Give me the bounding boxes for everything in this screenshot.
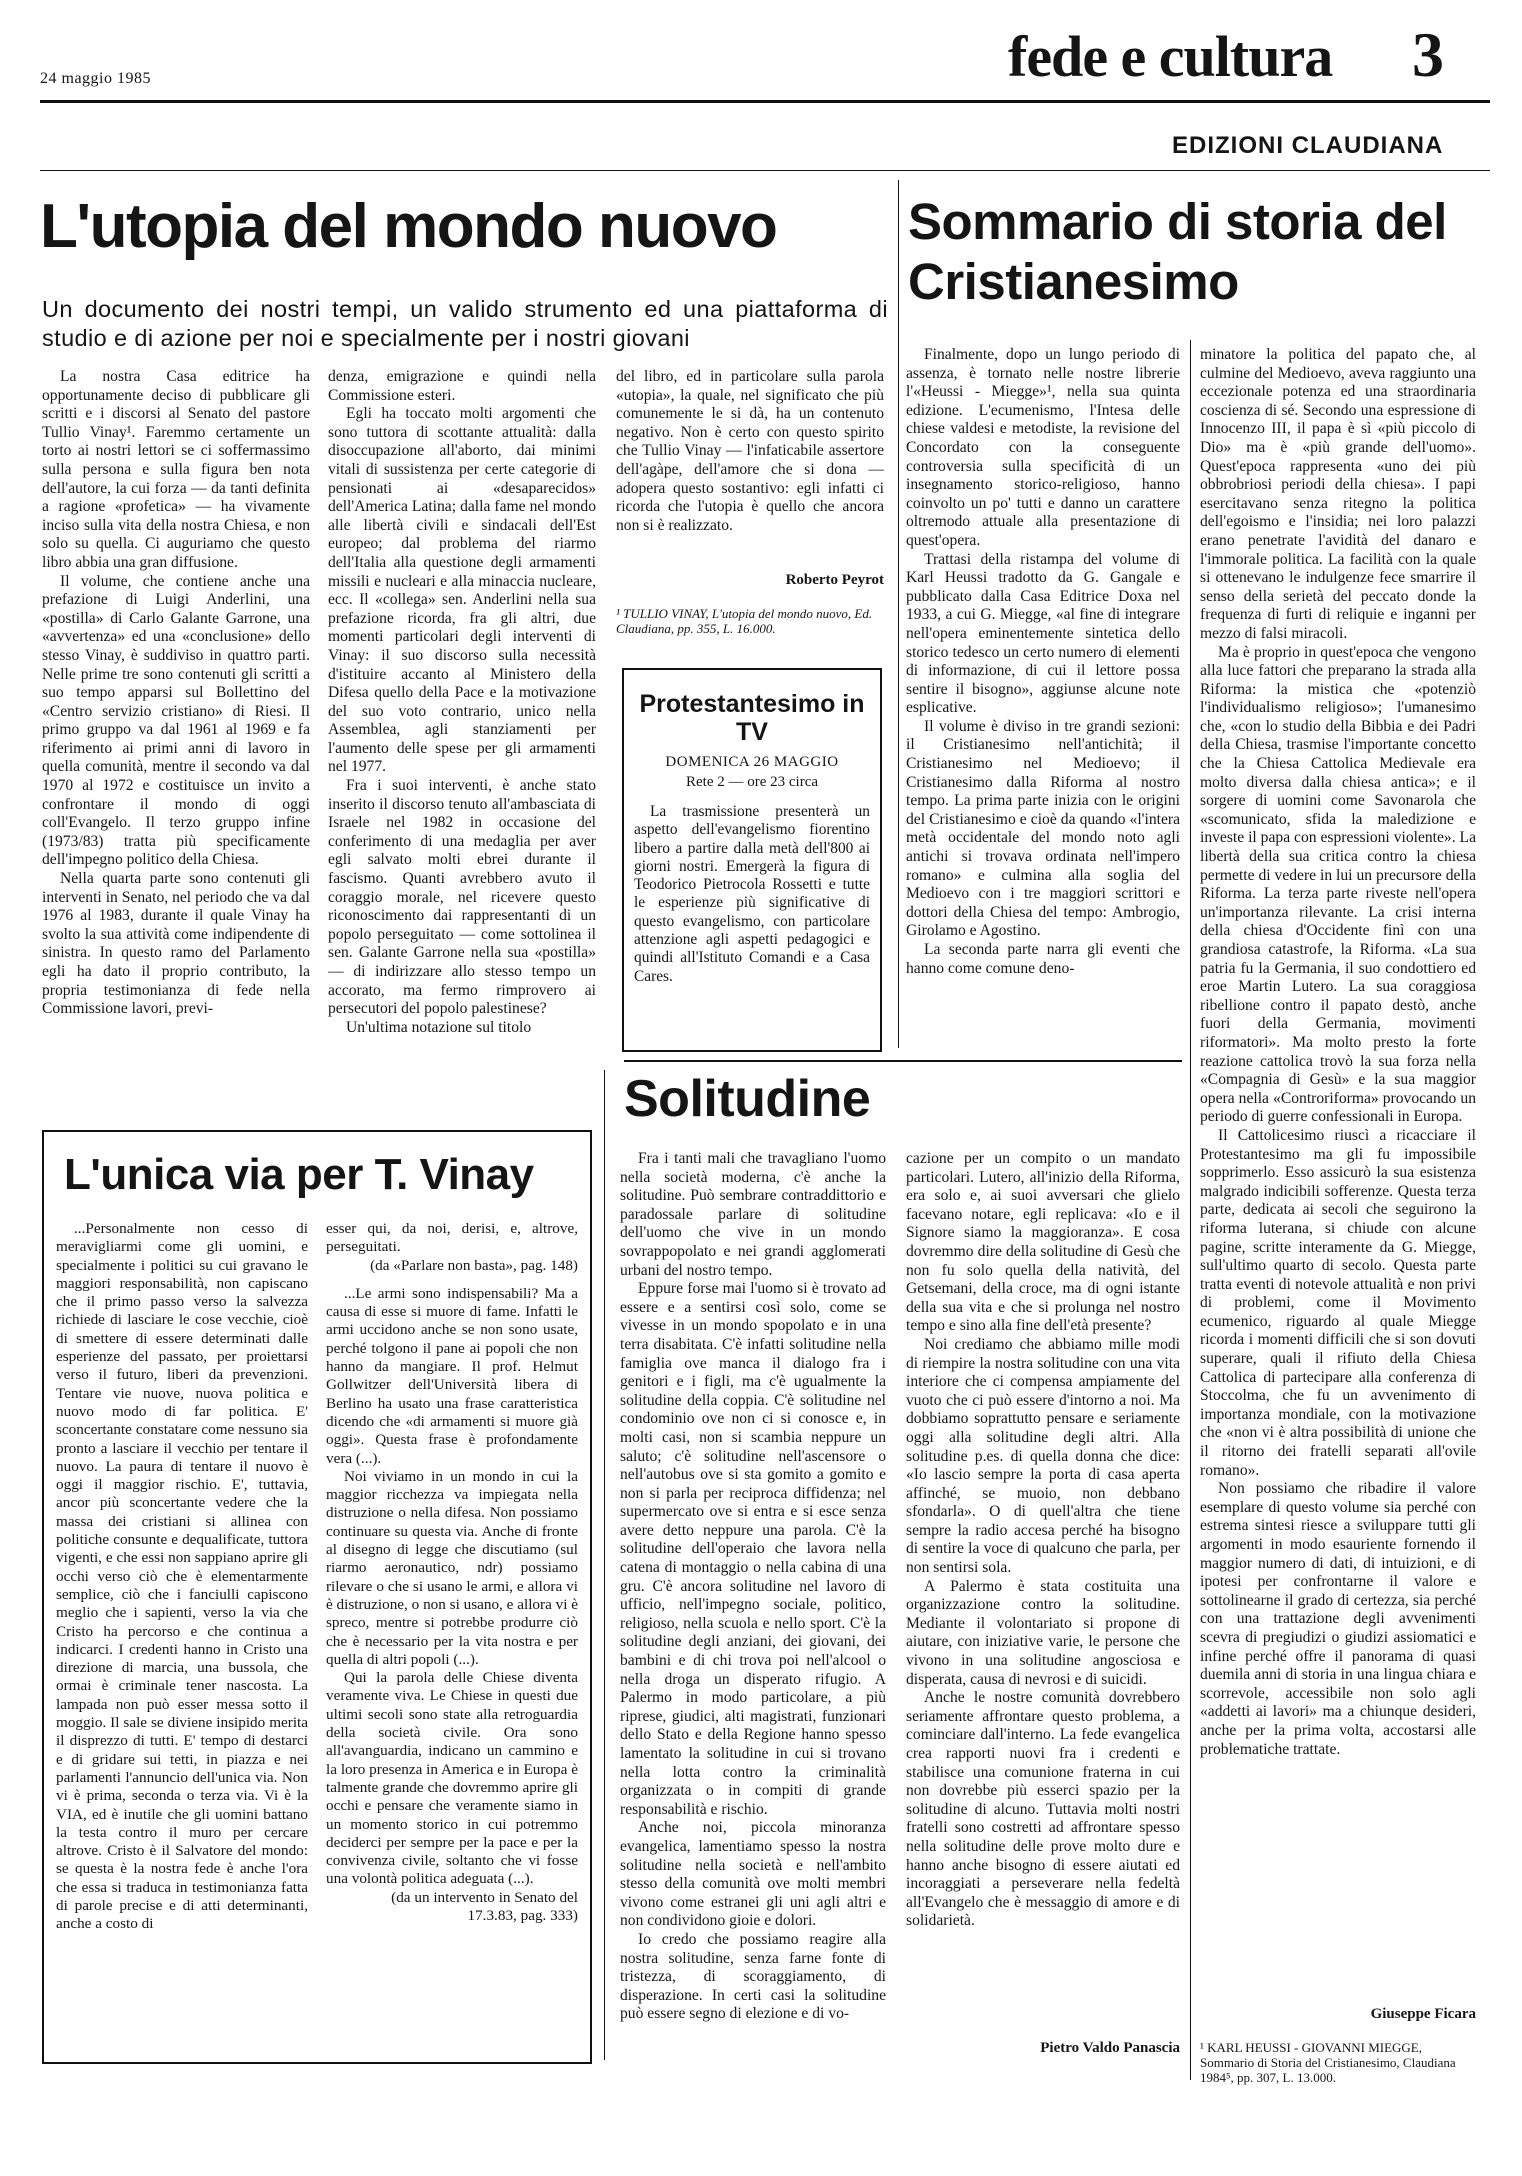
publisher-rule [40, 170, 1490, 171]
paragraph: Non possiamo che ribadire il valore esemplare di questo volume sia perché con estrema sintesi riesce a sviluppare tutti gli argomenti in modo esauriente fornendo il maggior numero di dati, di intuizioni, e di ipotesi per confrontarne il valore e sottolinearne il grado di certezza, sia perché con una trattazione degli avvenimenti scevra di pregiudizi o giudizi assiomatici e infine perché offre il panorama di quasi duemila anni di storia in una lingua chiara e scorrevole, accessibile non solo agli «addetti ai lavori» ma a chiunque desideri, anche per la prima volta, accostarsi alle problematiche trattate. [1200, 1480, 1476, 1758]
section-title: fede e cultura [1008, 24, 1333, 89]
paragraph: Fra i tanti mali che travagliano l'uomo nella società moderna, c'è anche la solitudine. Può sembrare contraddittorio e paradossale parlare di solitudine dell'uomo che vive in un mondo sovrappopolato e nei grandi agglomerati urbani del nostro tempo. [620, 1150, 886, 1279]
page-number: 3 [1412, 19, 1444, 90]
solitudine-rule [624, 1060, 1182, 1062]
utopia-column-1 [42, 368, 310, 1076]
tv-box-body: La trasmissione presenterà un aspetto dell'evangelismo fiorentino libero a partire dalla metà dell'800 ai giorni nostri. Emergerà la figura di Teodorico Pietrocola Rossetti e tutte le esperienze più significative di questo evangelismo, con particolare attenzione agli aspetti pedagogici e quindi all'Istituto Comandi e a Casa Cares. [634, 803, 870, 985]
solitudine-title: Solitudine [624, 1070, 871, 1128]
utopia-footnote: ¹ TULLIO VINAY, L'utopia del mondo nuovo, Ed. Claudiana, pp. 355, L. 16.000. [616, 606, 873, 636]
paragraph: Eppure forse mai l'uomo si è trovato ad essere e a sentirsi così solo, come se vivesse in un mondo spopolato e in una terra disabitata. C'è infatti solitudine nella famiglia ove manca il dialogo fra i genitori e i figli, ma c'è ugualmente la solitudine della coppia. C'è solitudine nel condominio ove non ci si conosce e, in molti casi, non si scambia neppure un saluto; c'è solitudine nell'ascensore o nell'autobus ove si sta gomito a gomito e non si parla per reciproca diffidenza; nel supermercato ove si entra e si esce senza avere detto neppure una parola. C'è la solitudine dell'operaio che lavora nella catena di montaggio o nella cabina di una gru. C'è ancora solitudine nel lavoro di ufficio, nell'impegno sociale, politico, religioso, nella scuola e nello sport. C'è la solitudine degli anziani, dei giovani, dei bambini e di chi trova poi nell'alcool o nella droga un disperato rifugio. A Palermo in modo particolare, a più riprese, giudici, alti magistrati, funzionari dello Stato e della Regione hanno spesso lamentato la solitudine in cui si trovano nella lotta contro la criminalità organizzata o in compiti di grande responsabilità e rischio. [620, 1280, 886, 1818]
paragraph: cazione per un compito o un mandato particolari. Lutero, all'inizio della Riforma, era solo e, ai suoi avversari che glielo facevano notare, egli replicava: «Io e il Signore siamo la maggioranza». E cosa dovremmo dire della solitudine di Gesù che non fu solo quella della natività, del Getsemani, della croce, ma di ogni istante della sua vita e che si prolunga nel nostro tempo e sino alla fine dell'età presente? [906, 1150, 1180, 1335]
paragraph: Un'ultima notazione sul titolo [346, 1018, 532, 1036]
paragraph: La seconda parte narra gli eventi che hanno come comune deno- [906, 941, 1180, 977]
utopia-column-3 [616, 368, 884, 558]
paragraph: ...Le armi sono indispensabili? Ma a causa di esse si muore di fame. Infatti le armi uccidono anche se non sono usate, perché tolgono il pane ai popoli che non hanno da mangiare. Il prof. Helmut Gollwitzer dell'Università libera di Berlino ha usato una frase caratteristica dicendo che «di armamenti si muore già oggi». Questa frase è profondamente vera (...). [326, 1284, 578, 1467]
citation: (da «Parlare non basta», pag. 148) [370, 1256, 578, 1274]
tv-box-date: DOMENICA 26 MAGGIO [665, 754, 839, 770]
paragraph: esser qui, da noi, derisi, e, altrove, perseguitati. [326, 1220, 578, 1256]
paragraph: Il volume, che contiene anche una prefazione di Luigi Anderlini, una «postilla» di Carlo Galante Garrone, una «avvertenza» ed una «conclusione» dello stesso Vinay, è suddiviso in quattro parti. Nelle prime tre sono contenuti gli scritti a suo tempo apparsi sul Bollettino del «Centro servizio cristiano» di Riesi. Il primo gruppo va dal 1961 al 1969 e fa riferimento ai primi anni di lavoro in quella comunità, mentre il secondo va dal 1970 al 1972 e costituisce un invito a confrontare il mondo di oggi coll'Evangelo. Il terzo gruppo infine (1973/83) tratta più specificamente dell'impegno politico della Chiesa. [42, 572, 310, 869]
column-divider [1190, 340, 1191, 2080]
paragraph: Qui la parola delle Chiese diventa veramente viva. Le Chiese in questi due ultimi secoli sono state alla retroguardia della società civile. Ora sono all'avanguardia, indicano un cammino e la loro presenza in America e in Europa è talmente grande che dovremmo aprire gli occhi e pensare che veramente siamo in un momento storico in cui potremmo deciderci per sempre per la pace e per la convivenza civile, soltanto che vi fosse una volontà politica adeguata (...). [326, 1669, 578, 1888]
solitudine-column-2 [906, 1150, 1180, 2030]
solitudine-column-1 [620, 1150, 886, 2068]
paragraph: A Palermo è stata costituita una organizzazione contro la solitudine. Mediante il volontariato si propone di aiutare, con iniziative varie, le persone che vivono in una solitudine angosciosa e disperata, causa di nevrosi e di suicidi. [906, 1577, 1180, 1688]
paragraph: Nella quarta parte sono contenuti gli interventi in Senato, nel periodo che va dal 1976 al 1983, durante il quale Vinay ha svolto la sua attività come indipendente di sinistra. In questo ramo del Parlamento egli ha dato il proprio contributo, la propria testimonianza di fede nella Commissione lavori, previ- [42, 870, 310, 1018]
vinay-column-2 [326, 1220, 578, 2050]
paragraph: Io credo che possiamo reagire alla nostra solitudine, senza farne fonte di tristezza, di scoraggiamento, di disperazione. In certi casi la solitudine può essere segno di elezione e di vo- [620, 1930, 886, 2023]
publisher-label: EDIZIONI CLAUDIANA [1172, 132, 1444, 159]
sommario-title: Sommario di storia del Cristianesimo [908, 193, 1447, 310]
paragraph: Egli ha toccato molti argomenti che sono tuttora di scottante attualità: dalla disoccupazione all'aborto, dai minimi vitali di sussistenza per certe categorie di pensionati ai «desaparecidos» dell'America Latina; dalla fame nel mondo alle libertà civili e sindacali dell'Est europeo; dal problema del riarmo dell'Italia alla questione degli armamenti missili e nucleari e alla minaccia nucleare, ecc. Il «collega» sen. Anderlini nella sua prefazione ricorda, fra gli altri, due momenti particolari degli interventi di Vinay: il suo discorso sulla necessità d'istituire accanto al Ministero della Difesa quello della Pace e la motivazione del suo voto contrario, unico nella Assemblea, agli stanziamenti per l'aumento delle spese per gli armamenti nel 1977. [328, 405, 596, 776]
paragraph: minatore la politica del papato che, al culmine del Medioevo, aveva raggiunto una eccezionale potenza ed una straordinaria coscienza di sé. Secondo una espressione di Innocenzo III, il papa è sì «più piccolo di Dio» ma è «più grande dell'uomo». Quest'epoca rappresenta «uno dei più obbrobriosi periodi della chiesa». I papi esercitavano senza ritegno la politica dell'egoismo e l'insidia; nei loro palazzi erano penetrate l'avidità del danaro e l'immorale politica. La facilità con la quale si ottenevano le indulgenze fece smarrire il senso della serietà del peccato donde la frequenza di furti di reliquie e inganni per mezzo di falsi miracoli. [1200, 346, 1476, 642]
paragraph: Il volume è diviso in tre grandi sezioni: il Cristianesimo nell'antichità; il Cristianesimo nel Medioevo; il Cristianesimo dalla Riforma al nostro tempo. La prima parte inizia con le origini del Cristianesimo e cioè da quando «l'intera metà occidentale del mondo noto agli antichi si trovava ordinata nell'impero romano» e culmina alla soglia del Medioevo con i tre maggiori scrittori e dottori della Chiesa del tempo: Ambrogio, Girolamo e Agostino. [906, 717, 1180, 940]
paragraph: Noi viviamo in un mondo in cui la maggior ricchezza va impiegata nella distruzione o nella difesa. Non possiamo continuare su questa via. Anche di fronte al disegno di legge che discutiamo (sul riarmo aeronautico, ndr) possiamo rilevare o che si usano le armi, e allora vi è distruzione, o non si usano, e allora vi è spreco, mentre si potrebbe produrre ciò che è necessario per la vita nostra e per quella di altri popoli (...). [326, 1467, 578, 1668]
utopia-subtitle: Un documento dei nostri tempi, un valido strumento ed una piattaforma di studio e di azione per noi e specialmente per i nostri giovani [42, 296, 888, 351]
paragraph: del libro, ed in particolare sulla parola «utopia», la quale, nel significato che più comunemente le si dà, ha un contenuto negativo. Non è certo con questo spirito che Tullio Vinay — l'infaticabile assertore dell'agàpe, dell'amore che si dona — adopera questo sostantivo: egli infatti ci ricorda che l'utopia è quello che ancora non si è realizzato. [616, 368, 884, 534]
utopia-signature: Roberto Peyrot [785, 572, 884, 588]
masthead-rule [40, 100, 1490, 103]
utopia-column-2 [328, 368, 596, 1084]
paragraph: Fra i suoi interventi, è anche stato inserito il discorso tenuto all'ambasciata di Israele nel 1982 in occasione del conferimento di una medaglia per aver egli salvato molti ebrei durante il fascismo. Quanti avrebbero avuto il coraggio morale, nel ricevere questo riconoscimento dai rappresentanti di un popolo perseguitato — come sottolinea il sen. Galante Garrone nella sua «postilla» — di indirizzare allo stesso tempo un accorato, ma fermo rimprovero ai persecutori del popolo palestinese? [328, 777, 596, 1018]
paragraph: Anche noi, piccola minoranza evangelica, lamentiamo spesso la nostra solitudine nella società e nell'ambito stesso della comunità ove molti membri vivono come estranei gli uni agli altri e non condividono gioie e dolori. [620, 1819, 886, 1930]
column-divider [604, 1070, 605, 2060]
sommario-column-1 [906, 346, 1180, 1046]
paragraph: Il Cattolicesimo riuscì a ricacciare il Protestantesimo ma gli fu impossibile sopprimerlo. Esso assicurò la sua esistenza malgrado indicibili sofferenze. Questa terza parte, dedicata ai secoli che seguirono la riforma luterana, si chiude con alcune pagine, scritte interamente da G. Miegge, sull'ultimo quarto di secolo. Questa parte tratta eventi di notevole attualità e non privi di problemi, come il Movimento ecumenico, riguardo al quale Miegge ricorda i momenti difficili che si son dovuti superare, quali il rifiuto della Chiesa Cattolica di partecipare alla conferenza di Stoccolma, che fu un avvenimento di importanza mondiale, con la motivazione che «non vi è altra possibilità di unione che il ritorno dei fratelli separati all'ovile romano». [1200, 1126, 1476, 1479]
utopia-title: L'utopia del mondo nuovo [40, 192, 777, 261]
tv-box-title: Protestantesimo in TV [639, 690, 865, 746]
paragraph: Trattasi della ristampa del volume di Karl Heussi tradotto da G. Gangale e pubblicato dalla Casa Editrice Doxa nel 1933, a cui G. Miegge, «al fine di integrare nell'opera eminentemente sintetica dello storico tedesco un certo numero di elementi di informazione, di cui il lettore possa sentire il bisogno», aggiunse alcune note esplicative. [906, 550, 1180, 717]
column-divider [898, 180, 899, 1048]
solitudine-signature: Pietro Valdo Panascia [1040, 2040, 1180, 2056]
vinay-box [42, 1130, 592, 2064]
issue-date: 24 maggio 1985 [40, 70, 151, 87]
citation: (da un intervento in Senato del 17.3.83, pag. 333) [391, 1888, 578, 1924]
paragraph: Anche le nostre comunità dovrebbero seriamente affrontare questo problema, a cominciare dall'interno. La fede evangelica crea rapporti nuovi fra i credenti e stabilisce una comunione fraterna in cui non dovrebbe più esserci spazio per la solitudine di alcuno. Tuttavia molti nostri fratelli sono costretti ad affrontare spesso nella solitudine delle prove molto dure e hanno anche bisogno di essere aiutati ed incoraggiati a perseverare nella fedeltà all'Evangelo che è messaggio di amore e di solidarietà. [906, 1689, 1180, 1930]
paragraph: Noi crediamo che abbiamo mille modi di riempire la nostra solitudine con una vita interiore che ci compensa ampiamente del vuoto che ci può essere d'intorno a noi. Ma dobbiamo soprattutto pensare e seriamente oggi alla solitudine degli altri. Alla solitudine p.es. di quella donna che dice: «Io lascio sempre la porta di casa aperta affinché, se muoio, non debbano sfondarla». O di quell'altra che tiene sempre la radio accesa perché ha bisogno di sentire la voce di qualcuno che parla, per non sentirsi sola. [906, 1335, 1180, 1577]
paragraph: denza, emigrazione e quindi nella Commissione esteri. [328, 368, 596, 404]
tv-box [622, 668, 882, 1052]
paragraph: Finalmente, dopo un lungo periodo di assenza, è tornato nelle nostre librerie l'«Heussi - Miegge»¹, nella sua quinta edizione. L'ecumenismo, l'Intesa delle chiese valdesi e metodiste, la revisione del Concordato con la conseguente controversia sulla specificità di un insegnamento storico-religioso, hanno coinvolto un po' tutti e danno un carattere oltremodo attuale alla presentazione di quest'opera. [906, 346, 1180, 549]
paragraph: La nostra Casa editrice ha opportunamente deciso di pubblicare gli scritti e i discorsi al Senato del pastore Tullio Vinay¹. Faremmo certamente un torto ai nostri lettori se ci soffermassimo sulla persona e sulla figura ben nota dell'autore, la cui forza — da tanti definita a ragione «profetica» — ha vivamente inciso sulla vita della nostra Chiesa, e non solo su quella. Ci auguriamo che questo libro abbia una gran diffusione. [42, 368, 310, 571]
vinay-column-1 [56, 1220, 308, 2050]
vinay-box-title: L'unica via per T. Vinay [64, 1150, 534, 1199]
sommario-column-2 [1200, 346, 1476, 1996]
paragraph: Ma è proprio in quest'epoca che vengono alla luce fattori che preparano la strada alla Riforma: la mistica che «potenziò l'individualismo religioso»; l'umanesimo che, «con lo studio della Bibbia e dei Padri della Chiesa, trasmise l'importante concetto che la Chiesa Cattolica Medievale era molto diversa dalla chiesa antica»; e il sorgere di uomini come Savonarola che «scomunicato, sfida la maledizione e investe il papa con espressioni violente». La libertà della sua critica contro la chiesa permette di vedere in lui un precursore della Riforma. La terza parte riveste nell'opera un'importanza rilevante. La crisi interna della chiesa d'Occidente finì con una grandiosa catastrofe, la Riforma. «La sua patria fu la Germania, il suo condottiero ed eroe Martin Lutero. La sua coraggiosa ribellione contro il papato destò, anche fuori della Germania, movimenti riformatori». Ma molto presto la forte reazione cattolica trovò la sua forza nella «Compagnia di Gesù» e la sua maggior opera nella «Controriforma» provocando un periodo di guerre confessionali in Europa. [1200, 643, 1476, 1126]
sommario-footnote: ¹ KARL HEUSSI - GIOVANNI MIEGGE, Sommario di Storia del Cristianesimo, Claudiana 1984⁵, pp. 307, L. 13.000. [1200, 2040, 1456, 2085]
sommario-signature: Giuseppe Ficara [1370, 2006, 1476, 2022]
paragraph: ...Personalmente non cesso di meravigliarmi come gli uomini, e specialmente i politici su cui gravano le maggiori responsabilità, non capiscano che il primo passo verso la salvezza richiede di lasciare le cose vecchie, cioè di smettere di essere determinati dalle esperienze del passato, per proiettarsi verso il futuro, liberi da prevenzioni. Tentare vie nuove, nuova politica e nuovo modo di far politica. E' sconcertante constatare come nessuno sia pronto a lasciare il vecchio per tentare il nuovo. La paura di tentare il nuovo è oggi il maggior rischio. E', tuttavia, ancor più sconcertante vedere che la massa dei cristiani si allinea con politiche consunte e dequalificate, tuttora vigenti, e che essi non sappiano aprire gli occhi verso ciò che è elementarmente semplice, ciò che i fanciulli capiscono meglio che i sapienti, verso la via che Cristo ha percorso e che continua a indicarci. I credenti hanno in Cristo una direzione di marcia, una bussola, che ormai è criminale tener nascosta. La lampada non può esser messa sotto il moggio. Il sale se diviene insipido merita il disprezzo di tutti. E' tempo di destarci e di gridare sui tetti, in piazza e nei parlamenti l'annuncio dell'unica via. Non vi è prima, seconda o terza via. Vi è la VIA, ed è inutile che gli uomini battano la testa contro il muro per cercare altrove. Cristo è il Salvatore del mondo: se questa è la nostra fede è anche l'ora che essa si traduca in testimonianza fatta di parole precise e di atti determinanti, anche a costo di [56, 1220, 308, 1933]
tv-box-time: Rete 2 — ore 23 circa [685, 774, 819, 790]
